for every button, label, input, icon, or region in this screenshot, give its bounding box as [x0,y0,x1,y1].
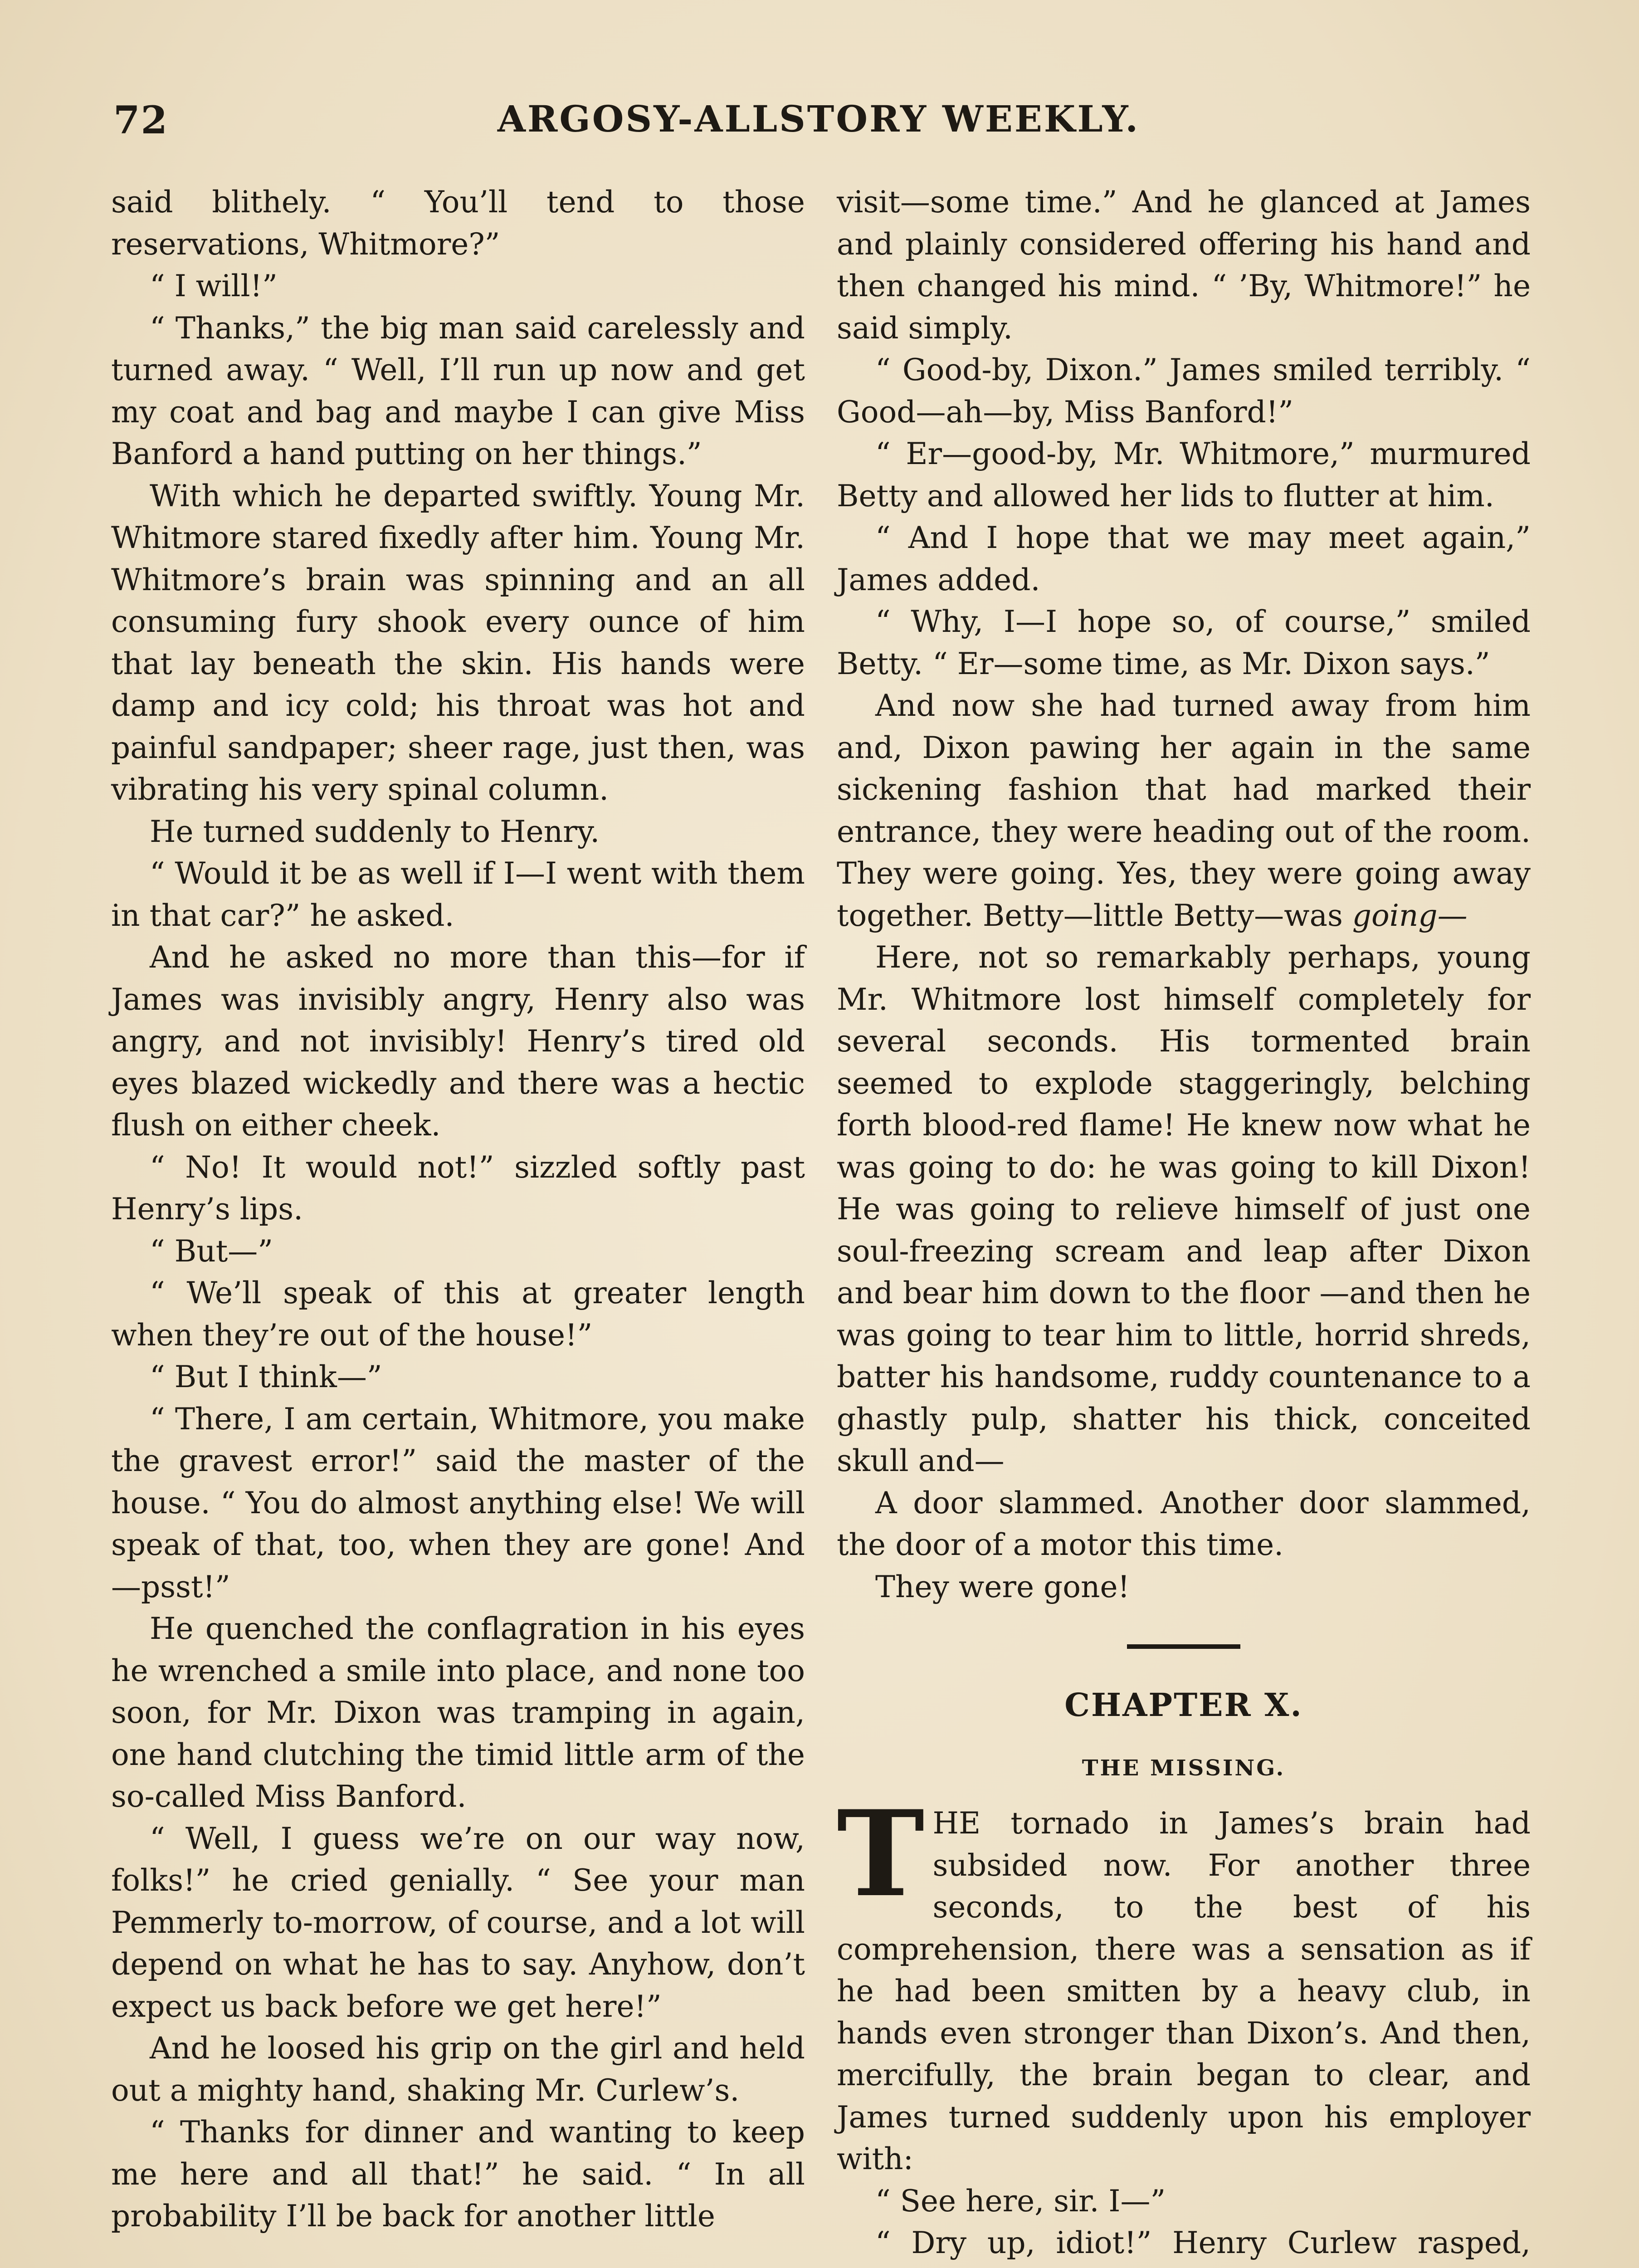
chapter-opening-paragraph [837,1785,1531,2180]
emphasis-text: going— [1352,898,1468,933]
opening-text: HE tornado in James’s brain had subsided now. For another three seconds, to the best of his comprehension, there was a sensation as if he had been smitten by a heavy club, in hands even stronger than Dixon’s. And then, mercifully, the brain began to clear, and James turned suddenly upon his employer with: [837,1806,1531,2176]
chapter-title: CHAPTER X. [1064,1686,1303,1724]
paragraph: “ Thanks,” the big man said carelessly and turned away. “ Well, I’ll run up now and get my coat and bag and maybe I can give Miss Banford a hand putting on her things.” [111,310,805,471]
section-divider [1127,1644,1240,1649]
paragraph: He quenched the conflagration in his eyes he wrenched a smile into place, and none too soon, for Mr. Dixon was tramping in again, one hand clutching the timid little arm of the so-called Miss Banford. [111,1611,805,1814]
right-column [837,181,1531,2268]
paragraph: “ Good-by, Dixon.” James smiled terribly. “ Good—ah—by, Miss Banford!” [837,352,1531,430]
paragraph: “ Er—good-by, Mr. Whitmore,” murmured Betty and allowed her lids to flutter at him. [837,436,1531,513]
left-column [111,181,805,2238]
paragraph: He turned suddenly to Henry. [150,814,600,849]
paragraph: “ But I think—” [150,1359,382,1394]
paragraph: “ And I hope that we may meet again,” James added. [837,520,1531,597]
paragraph: And he asked no more than this—for if James was invisibly angry, Henry also was angry, and not invisibly! Henry’s tired old eyes blazed wickedly and there was a hectic flush on either cheek. [111,940,805,1143]
paragraph: “ We’ll speak of this at greater length when they’re out of the house!” [111,1276,805,1353]
page-header [109,98,1528,152]
paragraph: “ Well, I guess we’re on our way now, folks!” he cried genially. “ See your man Pemmerly to-morrow, of course, and a lot will depend on what he has to say. Anyhow, don’t expect us back before we get here!” [111,1821,805,2024]
paragraph: “ Would it be as well if I—I went with them in that car?” he asked. [111,856,805,933]
paragraph: “ There, I am certain, Whitmore, you make the gravest error!” said the master of the house. “ You do almost anything else! We will speak of that, too, when they are gone! And—psst!” [111,1401,805,1604]
running-title: ARGOSY-ALLSTORY WEEKLY. [497,98,1140,140]
paragraph: A door slammed. Another door slammed, the door of a motor this time. [837,1485,1531,1562]
page-number: 72 [113,98,168,142]
paragraph: And now she had turned away from him and, Dixon pawing her again in the same sickening fashion that had marked their entrance, they were heading out of the room. They were going. Yes, they were going away together. Betty—little Betty—was going— [837,688,1531,933]
paragraph: They were gone! [875,1569,1130,1604]
paragraph: “ I will!” [150,269,278,303]
paragraph: “ No! It would not!” sizzled softly past Henry’s lips. [111,1149,805,1227]
paragraph: visit—some time.” And he glanced at James and plainly considered offering his hand and then changed his mind. “ ’By, Whitmore!” he said simply. [837,185,1531,346]
paragraph: “ Why, I—I hope so, of course,” smiled Betty. “ Er—some time, as Mr. Dixon says.” [837,604,1531,681]
paragraph: Here, not so remarkably perhaps, young Mr. Whitmore lost himself completely for several seconds. His tormented brain seemed to explode staggeringly, belching forth blood-red flame! He knew now what he was going to do: he was going to kill Dixon! He was going to relieve himself of just one soul-freezing scream and leap after Dixon and bear him down to the floor —and then he was going to tear him to little, horrid shreds, batter his handsome, ruddy countenance to a ghastly pulp, shatter his thick, conceited skull and— [837,940,1531,1478]
chapter-subtitle: THE MISSING. [1082,1755,1286,1781]
paragraph: And he loosed his grip on the girl and held out a mighty hand, shaking Mr. Curlew’s. [111,2031,805,2108]
paragraph: “ Dry up, idiot!” Henry Curlew rasped, [875,2225,1531,2260]
paragraph: “ Thanks for dinner and wanting to keep me here and all that!” he said. “ In all probability I’ll be back for another little [111,2115,805,2234]
drop-cap: T [837,1785,925,1923]
paragraph: With which he departed swiftly. Young Mr. Whitmore stared fixedly after him. Young Mr. Whitmore’s brain was spinning and an all consuming fury shook every ounce of him that lay beneath the skin. His hands were damp and icy cold; his throat was hot and painful sandpaper; sheer rage, just then, was vibrating his very spinal column. [111,478,805,807]
paragraph: said blithely. “ You’ll tend to those reservations, Whitmore?” [111,185,805,262]
paragraph: “ See here, sir. I—” [875,2183,1166,2219]
paragraph: “ But—” [150,1233,273,1269]
